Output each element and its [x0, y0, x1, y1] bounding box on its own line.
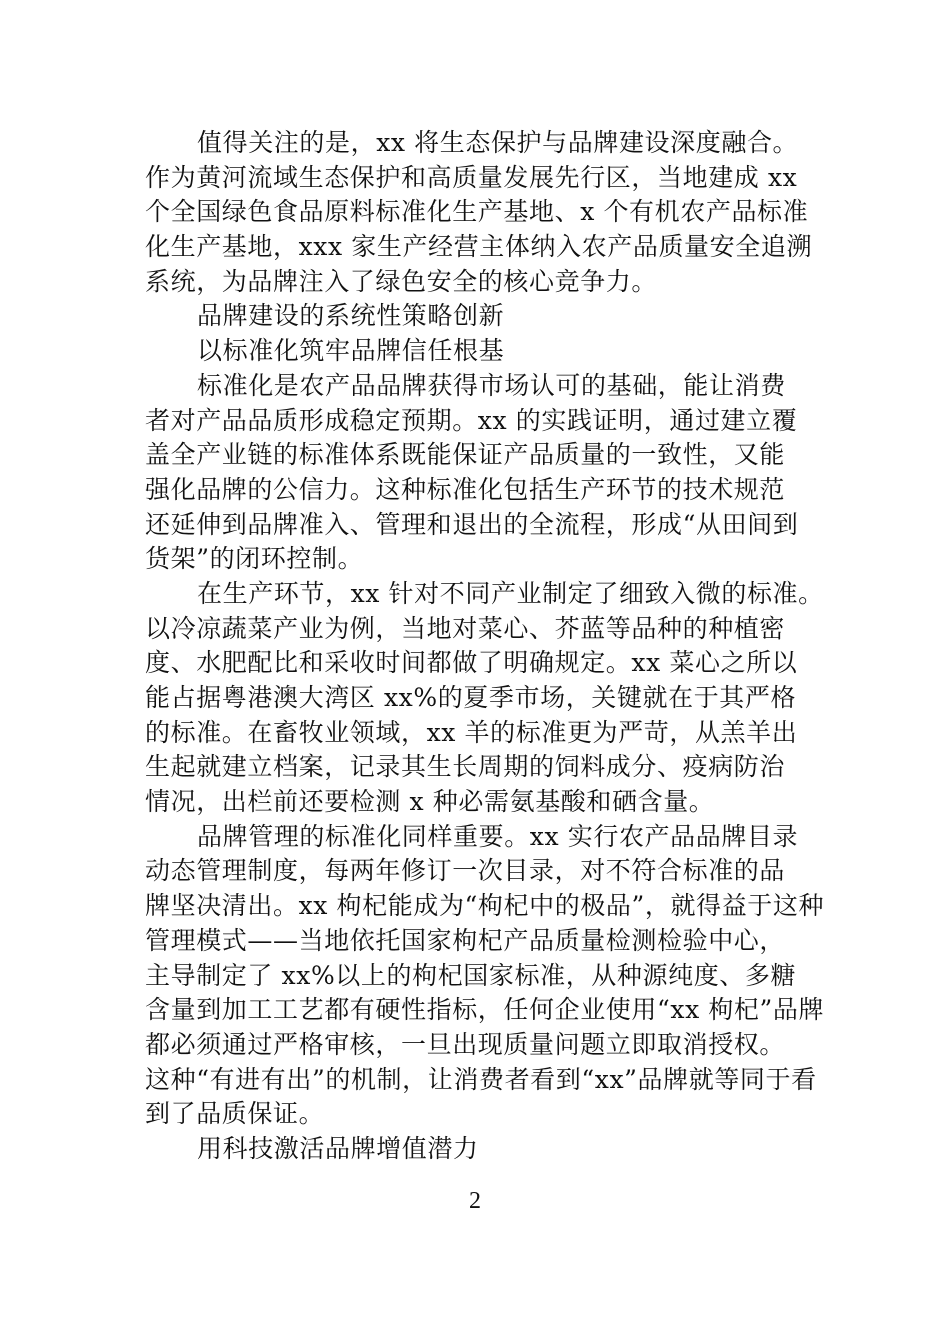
paragraph [145, 820, 825, 1132]
text-line: 盖全产业链的标准体系既能保证产品质量的一致性，又能 [145, 440, 786, 470]
text-line: 化生产基地，xxx 家生产经营主体纳入农产品质量安全追溯 [145, 232, 813, 262]
text-line: 这种“有进有出”的机制，让消费者看到“xx”品牌就等同于看 [145, 1064, 817, 1094]
text-line: 品牌管理的标准化同样重要。xx 实行农产品品牌目录 [197, 821, 799, 851]
paragraph [145, 577, 825, 820]
text-line: 作为黄河流域生态保护和高质量发展先行区，当地建成 xx [145, 162, 798, 192]
text-line: 以冷凉蔬菜产业为例，当地对菜心、芥蓝等品种的种植密 [145, 613, 786, 643]
text-line: 含量到加工工艺都有硬性指标，任何企业使用“xx 枸杞”品牌 [145, 995, 825, 1025]
text-line: 强化品牌的公信力。这种标准化包括生产环节的技术规范 [145, 474, 786, 504]
text-line: 者对产品品质形成稳定预期。xx 的实践证明，通过建立覆 [145, 405, 798, 435]
text-line: 度、水肥配比和采收时间都做了明确规定。xx 菜心之所以 [145, 648, 798, 678]
text-line: 系统，为品牌注入了绿色安全的核心竞争力。 [145, 266, 658, 296]
text-line: 都必须通过严格审核，一旦出现质量问题立即取消授权。 [145, 1029, 786, 1059]
text-line: 主导制定了 xx%以上的枸杞国家标准，从种源纯度、多糖 [145, 960, 797, 990]
text-line: 的标准。在畜牧业领域，xx 羊的标准更为严苛，从羔羊出 [145, 717, 798, 747]
text-line: 动态管理制度，每两年修订一次目录，对不符合标准的品 [145, 856, 786, 886]
text-line: 值得关注的是，xx 将生态保护与品牌建设深度融合。 [197, 128, 799, 157]
text-line: 用科技激活品牌增值潜力 [197, 1133, 479, 1163]
text-line: 个全国绿色食品原料标准化生产基地、x 个有机农产品标准 [145, 197, 809, 227]
paragraph [145, 1132, 825, 1167]
paragraph [145, 126, 825, 299]
text-line: 牌坚决清出。xx 枸杞能成为“枸杞中的极品”，就得益于这种 [145, 891, 825, 921]
text-line: 在生产环节，xx 针对不同产业制定了细致入微的标准。 [197, 578, 824, 608]
text-line: 能占据粤港澳大湾区 xx%的夏季市场，关键就在于其严格 [145, 683, 797, 712]
text-line: 标准化是农产品品牌获得市场认可的基础，能让消费 [197, 370, 786, 400]
text-line: 情况，出栏前还要检测 x 种必需氨基酸和硒含量。 [145, 787, 715, 817]
paragraph [145, 334, 825, 369]
text-line: 品牌建设的系统性策略创新 [197, 301, 505, 331]
document-body [145, 126, 825, 1167]
text-line: 货架”的闭环控制。 [145, 544, 364, 574]
text-line: 管理模式——当地依托国家枸杞产品质量检测检验中心， [145, 925, 786, 955]
paragraph [145, 299, 825, 334]
page-number: 2 [469, 1188, 481, 1214]
text-line: 还延伸到品牌准入、管理和退出的全流程，形成“从田间到 [145, 509, 799, 539]
text-line: 生起就建立档案，记录其生长周期的饲料成分、疫病防治 [145, 752, 786, 782]
text-line: 到了品质保证。 [145, 1099, 325, 1129]
text-line: 以标准化筑牢品牌信任根基 [197, 336, 505, 366]
paragraph [145, 369, 825, 577]
